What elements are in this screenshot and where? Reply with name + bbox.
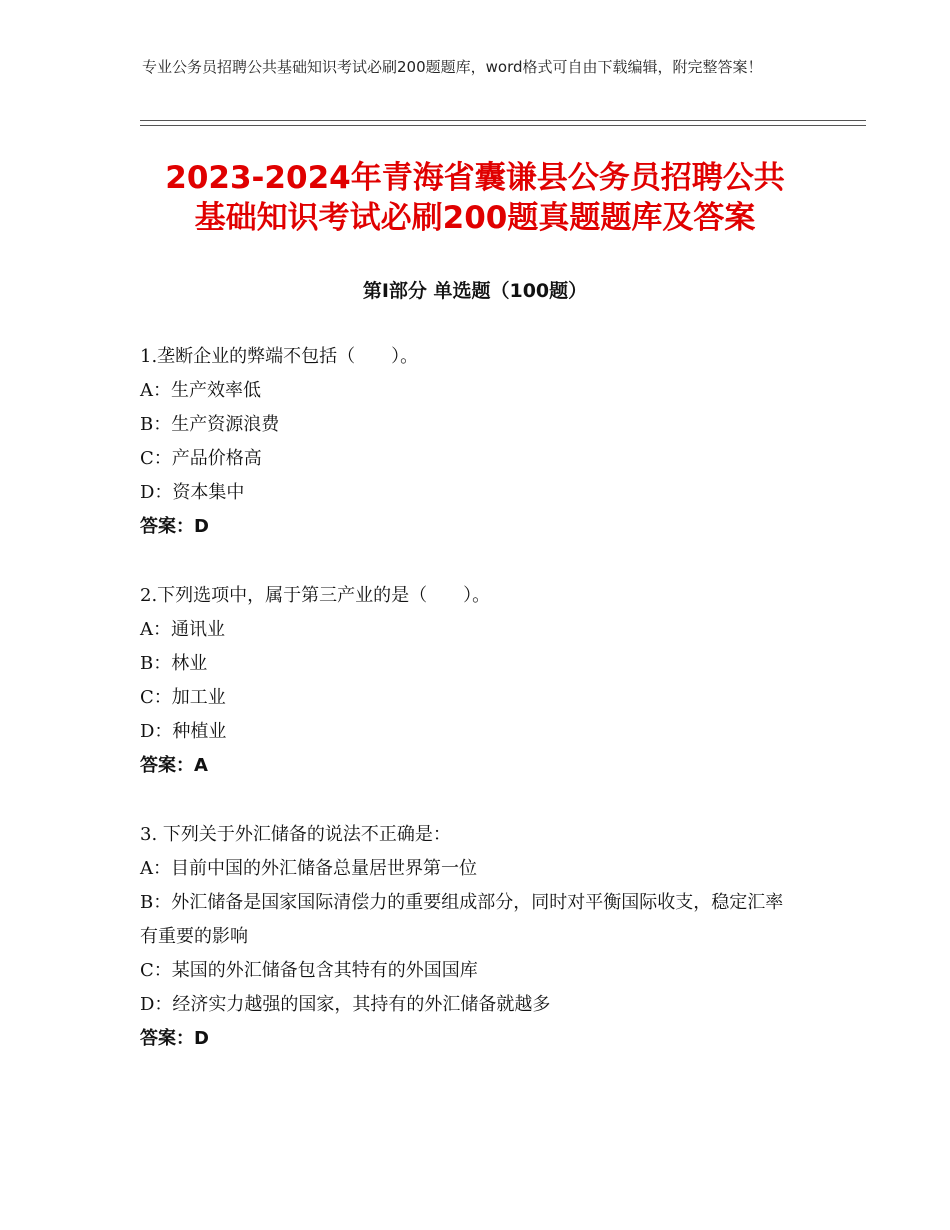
section-heading: 第Ⅰ部分 单选题（100题） — [362, 280, 588, 302]
option-a: A：生产效率低 — [140, 380, 261, 401]
question-3 — [140, 818, 800, 1056]
option-b: B：林业 — [140, 653, 208, 674]
question-stem: 3. 下列关于外汇储备的说法不正确是： — [140, 824, 451, 845]
document-title — [100, 158, 850, 238]
answer: 答案：D — [140, 516, 209, 537]
option-c: C：某国的外汇储备包含其特有的外国国库 — [140, 960, 478, 981]
option-b: B：生产资源浪费 — [140, 414, 280, 435]
option-b: B：外汇储备是国家国际清偿力的重要组成部分，同时对平衡国际收支，稳定汇率有重要的影响 — [140, 892, 784, 947]
header-note: 专业公务员招聘公共基础知识考试必刷200题题库，word格式可自由下载编辑，附完整答案！ — [142, 58, 763, 76]
header-divider — [140, 120, 866, 126]
question-stem: 2.下列选项中，属于第三产业的是（ ）。 — [140, 585, 491, 606]
question-1 — [140, 340, 800, 544]
option-c: C：产品价格高 — [140, 448, 262, 469]
option-d: D：种植业 — [140, 721, 227, 742]
question-stem: 1.垄断企业的弊端不包括（ ）。 — [140, 346, 419, 367]
option-d: D：资本集中 — [140, 482, 245, 503]
question-2 — [140, 579, 800, 783]
question-list — [140, 340, 800, 1091]
answer: 答案：A — [140, 755, 208, 776]
option-d: D：经济实力越强的国家，其持有的外汇储备就越多 — [140, 994, 551, 1015]
answer: 答案：D — [140, 1028, 209, 1049]
title-line-2: 基础知识考试必刷200题真题题库及答案 — [194, 200, 756, 236]
option-a: A：通讯业 — [140, 619, 225, 640]
option-c: C：加工业 — [140, 687, 226, 708]
title-line-1: 2023-2024年青海省囊谦县公务员招聘公共 — [165, 160, 785, 196]
option-a: A：目前中国的外汇储备总量居世界第一位 — [140, 858, 477, 879]
